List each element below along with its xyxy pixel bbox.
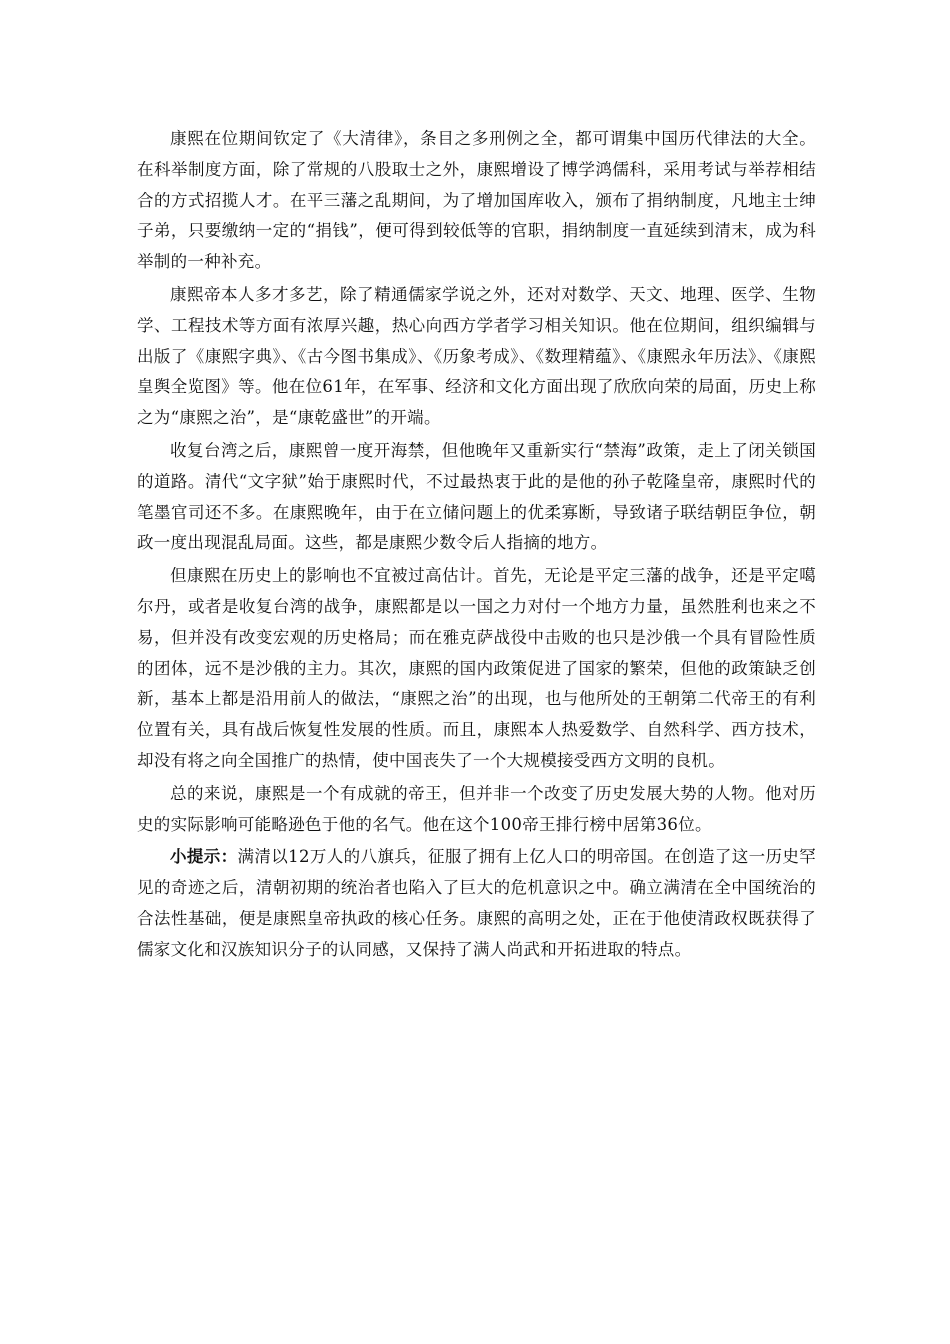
document-page [137,124,816,968]
tip-label: 小提示： [170,847,238,867]
paragraph-law-and-exams: 康熙在位期间钦定了《大清律》，条目之多刑例之全，都可谓集中国历代律法的大全。在科举制度方面，除了常规的八股取士之外，康熙增设了博学鸿儒科，采用考试与举荐相结合的方式招揽人才。在平三藩之乱期间，为了增加国库收入，颁布了捐纳制度，凡地主士绅子弟，只要缴纳一定的“捐钱”，便可得到较低等的官职，捐纳制度一直延续到清末，成为科举制的一种补充。 [137,129,816,272]
tip-text: 满清以12万人的八旗兵，征服了拥有上亿人口的明帝国。在创造了这一历史罕见的奇迹之后，清朝初期的统治者也陷入了巨大的危机意识之中。确立满清在全中国统治的合法性基础，便是康熙皇帝执政的核心任务。康熙的高明之处，正在于他使清政权既获得了儒家文化和汉族知识分子的认同感，又保持了满人尚武和开拓进取的特点。 [137,847,817,959]
paragraph-historical-influence: 但康熙在历史上的影响也不宜被过高估计。首先，无论是平定三藩的战争，还是平定噶尔丹，或者是收复台湾的战争，康熙都是以一国之力对付一个地方力量，虽然胜利也来之不易，但并没有改变宏观的历史格局；而在雅克萨战役中击败的也只是沙俄一个具有冒险性质的团体，远不是沙俄的主力。其次，康熙的国内政策促进了国家的繁荣，但他的政策缺乏创新，基本上都是沿用前人的做法，“康熙之治”的出现，也与他所处的王朝第二代帝王的有利位置有关，具有战后恢复性发展的性质。而且，康熙本人热爱数学、自然科学、西方技术，却没有将之向全国推广的热情，使中国丧失了一个大规模接受西方文明的良机。 [137,566,816,770]
tip-paragraph [137,842,816,965]
paragraph-summary: 总的来说，康熙是一个有成就的帝王，但并非一个改变了历史发展大势的人物。他对历史的实际影响可能略逊色于他的名气。他在这个100帝王排行榜中居第36位。 [137,783,816,834]
paragraph-talents-and-books: 康熙帝本人多才多艺，除了精通儒家学说之外，还对对数学、天文、地理、医学、生物学、工程技术等方面有浓厚兴趣，热心向西方学者学习相关知识。他在位期间，组织编辑与出版了《康熙字典》、《古今图书集成》、《历象考成》、《数理精蕴》、《康熙永年历法》、《康熙皇舆全览图》等。他在位61年，在军事、经济和文化方面出现了欣欣向荣的局面，历史上称之为“康熙之治”，是“康乾盛世”的开端。 [137,284,816,428]
paragraph-sea-ban: 收复台湾之后，康熙曾一度开海禁，但他晚年又重新实行“禁海”政策，走上了闭关锁国的道路。清代“文字狱”始于康熙时代，不过最热衷于此的是他的孙子乾隆皇帝，康熙时代的笔墨官司还不多。在康熙晚年，由于在立储问题上的优柔寡断，导致诸子联结朝臣争位，朝政一度出现混乱局面。这些，都是康熙少数令后人指摘的地方。 [137,440,816,553]
